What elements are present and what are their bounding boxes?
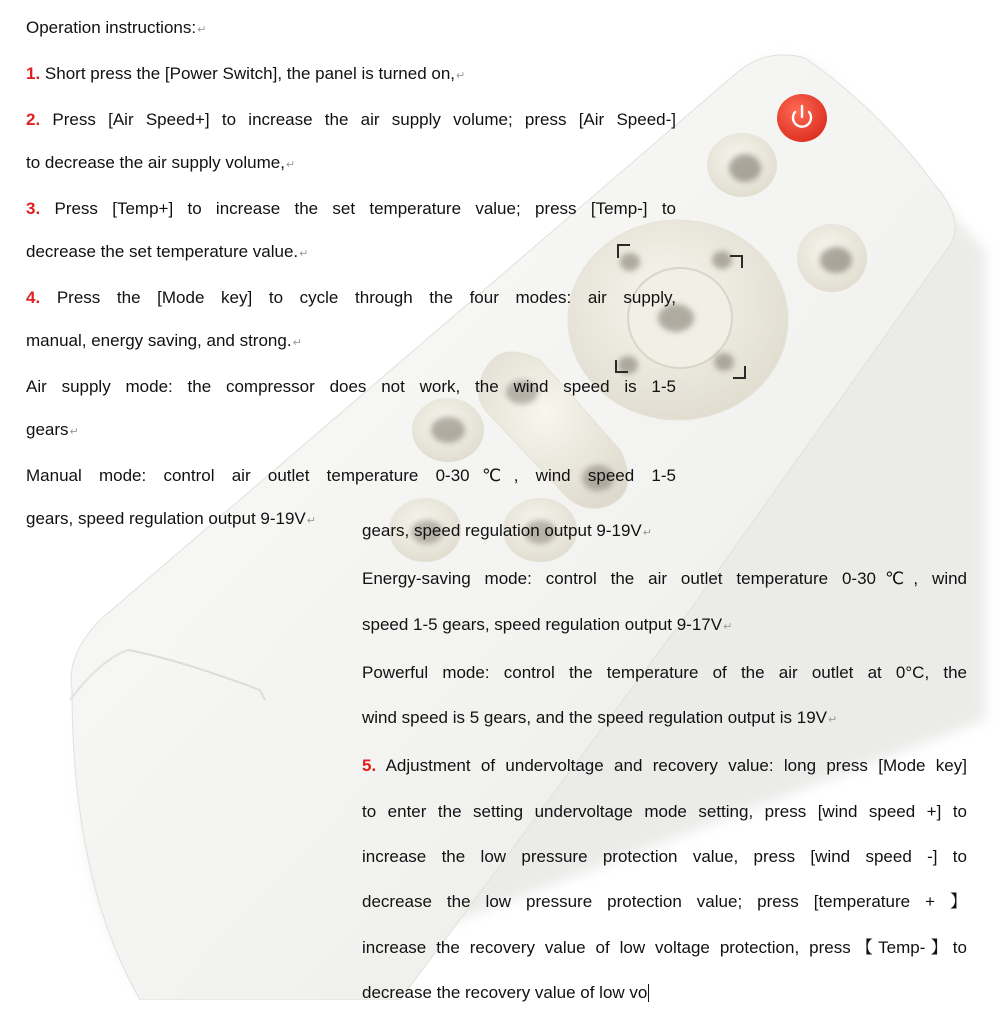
paragraph-mark-icon: ↵ (292, 337, 302, 349)
line-text: to enter the setting undervoltage mode setting, press [wind speed +] to (362, 801, 967, 821)
paragraph-mark-icon: ↵ (69, 426, 79, 438)
text-line (26, 6, 676, 52)
line-text: Press [Temp+] to increase the set temperature value; press [Temp-] to (40, 199, 676, 218)
text-line (362, 556, 967, 601)
text-line (362, 789, 967, 834)
line-text: Adjustment of undervoltage and recovery value: long press [Mode key] (376, 756, 967, 776)
line-text: increase the low pressure protection value, press [wind speed -] to (362, 847, 967, 867)
button-right[interactable] (797, 224, 867, 292)
line-text: decrease the set temperature value. (26, 242, 299, 261)
line-text: Press [Air Speed+] to increase the air supply volume; press [Air Speed-] (40, 110, 676, 129)
button-top-left[interactable] (707, 133, 777, 197)
line-text: Press the [Mode key] to cycle through the four modes: air supply, (40, 288, 676, 307)
paragraph-mark-icon: ↵ (299, 248, 309, 260)
paragraph-mark-icon: ↵ (197, 24, 207, 36)
line-text: gears, speed regulation output 9-19V (26, 509, 306, 528)
paragraph-mark-icon: ↵ (723, 620, 733, 633)
text-line (362, 602, 967, 650)
instructions-top (26, 6, 676, 543)
line-text: Manual mode: control air outlet temperature 0-30℃, wind speed 1-5 (26, 466, 676, 485)
step-number: 3. (26, 199, 41, 218)
line-text: speed 1-5 gears, speed regulation output 9-17V (362, 614, 723, 634)
step-number: 4. (26, 288, 41, 307)
line-text: manual, energy saving, and strong. (26, 331, 292, 350)
step-number: 2. (26, 110, 41, 129)
line-text: Air supply mode: the compressor does not work, the wind speed is 1-5 (26, 377, 676, 396)
text-line (26, 319, 676, 365)
text-line (26, 187, 676, 230)
line-text: Operation instructions: (26, 18, 197, 37)
line-text: decrease the recovery value of low vo (362, 982, 648, 1002)
text-line (362, 695, 967, 743)
paragraph-mark-icon: ↵ (285, 159, 296, 171)
paragraph-mark-icon: ↵ (456, 70, 466, 82)
text-line (26, 454, 676, 497)
step-number: 1. (26, 64, 41, 83)
text-line (362, 834, 967, 879)
text-line (362, 743, 967, 788)
paragraph-mark-icon: ↵ (828, 714, 838, 727)
text-line (362, 650, 967, 695)
text-line (26, 230, 676, 276)
line-text: wind speed is 5 gears, and the speed regulation output is 19V (362, 708, 827, 728)
paragraph-mark-icon: ↵ (306, 515, 316, 527)
step-number: 5. (362, 756, 377, 776)
line-text: to decrease the air supply volume, (26, 153, 285, 172)
line-text: gears (26, 420, 69, 439)
line-text: increase the recovery value of low voltage protection, press【Temp-】to (362, 937, 967, 957)
line-text: Energy-saving mode: control the air outlet temperature 0-30℃, wind (362, 569, 967, 589)
line-text: decrease the low pressure protection value; press [temperature + 】 (362, 892, 967, 912)
text-line (26, 276, 676, 319)
text-line (362, 508, 967, 556)
paragraph-mark-icon: ↵ (642, 527, 652, 539)
line-text: gears, speed regulation output 9-19V (362, 521, 642, 540)
text-line (26, 98, 676, 141)
text-line (26, 141, 676, 187)
text-line (26, 408, 676, 454)
instructions-bottom (362, 508, 967, 1015)
power-button[interactable] (777, 94, 827, 142)
line-text: Powerful mode: control the temperature of the air outlet at 0°C, the (362, 662, 967, 682)
text-line (362, 970, 967, 1015)
text-line (362, 925, 967, 970)
text-line (26, 365, 676, 408)
line-text: Short press the [Power Switch], the panel is turned on, (40, 64, 456, 83)
text-line (26, 52, 676, 98)
text-line (362, 879, 967, 924)
